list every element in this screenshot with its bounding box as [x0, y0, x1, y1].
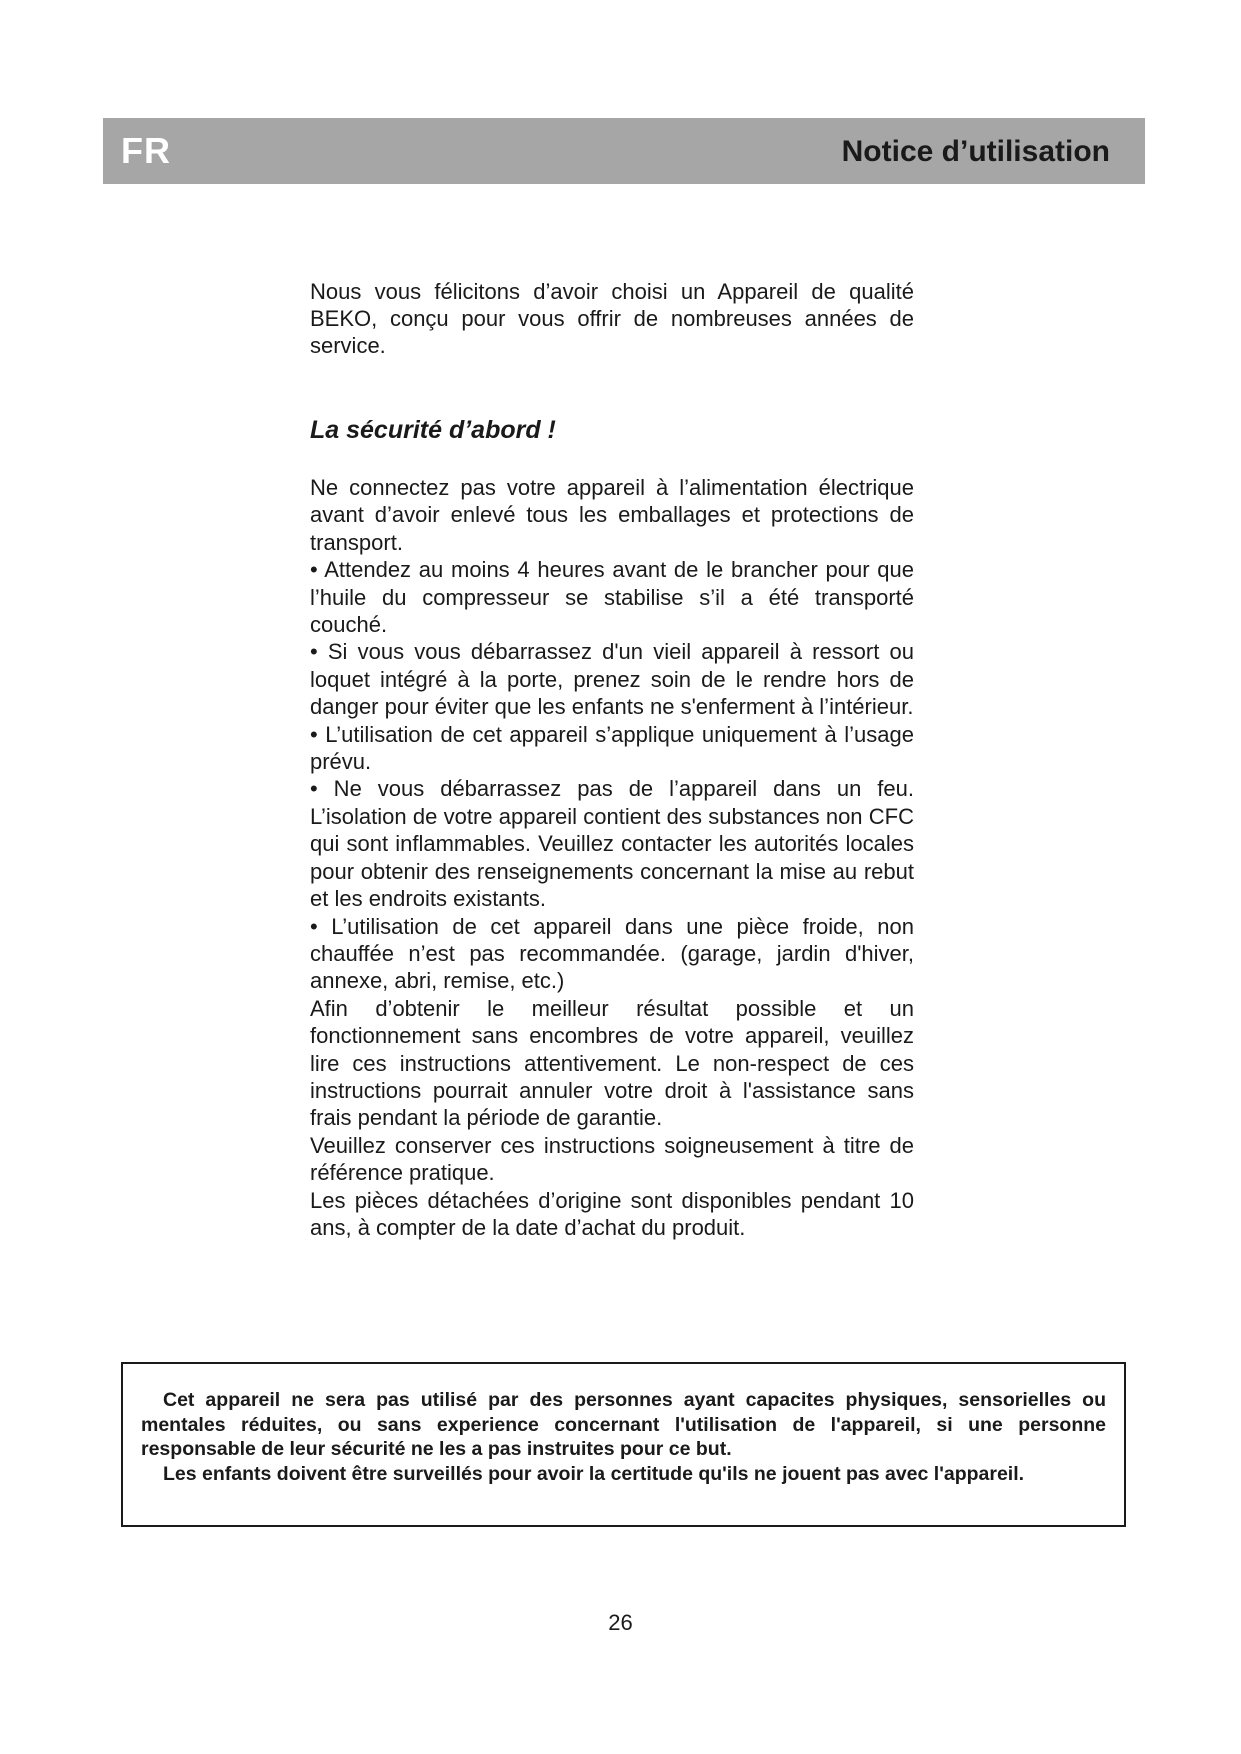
- safety-paragraph: • Attendez au moins 4 heures avant de le brancher pour que l’huile du compresseur se stabilise s’il a été transporté couché.: [310, 557, 914, 638]
- safety-paragraph: Afin d’obtenir le meilleur résultat possible et un fonctionnement sans encombres de votre appareil, veuillez lire ces instructions attentivement. Le non-respect de ces instructions pourrait annuler votre droit à l'assistance sans frais pendant la période de garantie.: [310, 995, 914, 1131]
- section-heading: La sécurité d’abord !: [310, 416, 556, 444]
- page-number: 26: [608, 1610, 633, 1635]
- safety-text: [310, 474, 914, 1241]
- notice-paragraph: Cet appareil ne sera pas utilisé par des personnes ayant capacites physiques, sensorielles ou mentales réduites, ou sans experience concernant l'utilisation de l'appareil, si une personne responsable de leur sécurité ne les a pas instruites pour ce but.: [141, 1389, 1106, 1460]
- safety-paragraph: Les pièces détachées d’origine sont disponibles pendant 10 ans, à compter de la date d’achat du produit.: [310, 1187, 914, 1240]
- safety-paragraph: • Ne vous débarrassez pas de l’appareil dans un feu. L’isolation de votre appareil contient des substances non CFC qui sont inflammables. Veuillez contacter les autorités locales pour obtenir des renseignements concernant la mise au rebut et les endroits existants.: [310, 776, 914, 912]
- notice-paragraph: Les enfants doivent être surveillés pour avoir la certitude qu'ils ne jouent pas avec l'appareil.: [163, 1462, 1025, 1485]
- document-title: Notice d’utilisation: [841, 135, 1110, 168]
- warning-notice-box: [121, 1362, 1126, 1527]
- safety-paragraph: • L’utilisation de cet appareil dans une pièce froide, non chauffée n’est pas recommandée. (garage, jardin d'hiver, annexe, abri, remise, etc.): [310, 913, 914, 994]
- language-code: FR: [121, 130, 171, 171]
- safety-paragraph: • Si vous vous débarrassez d'un vieil appareil à ressort ou loquet intégré à la porte, prenez soin de le rendre hors de danger pour éviter que les enfants ne s'enferment à l’intérieur.: [310, 639, 914, 720]
- safety-paragraph: Veuillez conserver ces instructions soigneusement à titre de référence pratique.: [310, 1132, 914, 1186]
- intro-paragraph: Nous vous félicitons d’avoir choisi un Appareil de qualité BEKO, conçu pour vous offrir de nombreuses années de service.: [310, 279, 914, 358]
- safety-paragraph: • L’utilisation de cet appareil s’applique uniquement à l’usage prévu.: [310, 721, 914, 775]
- header-bar: [103, 118, 1145, 184]
- safety-paragraph: Ne connectez pas votre appareil à l’alimentation électrique avant d’avoir enlevé tous les emballages et protections de transport.: [310, 475, 914, 555]
- main-content: [310, 278, 914, 1240]
